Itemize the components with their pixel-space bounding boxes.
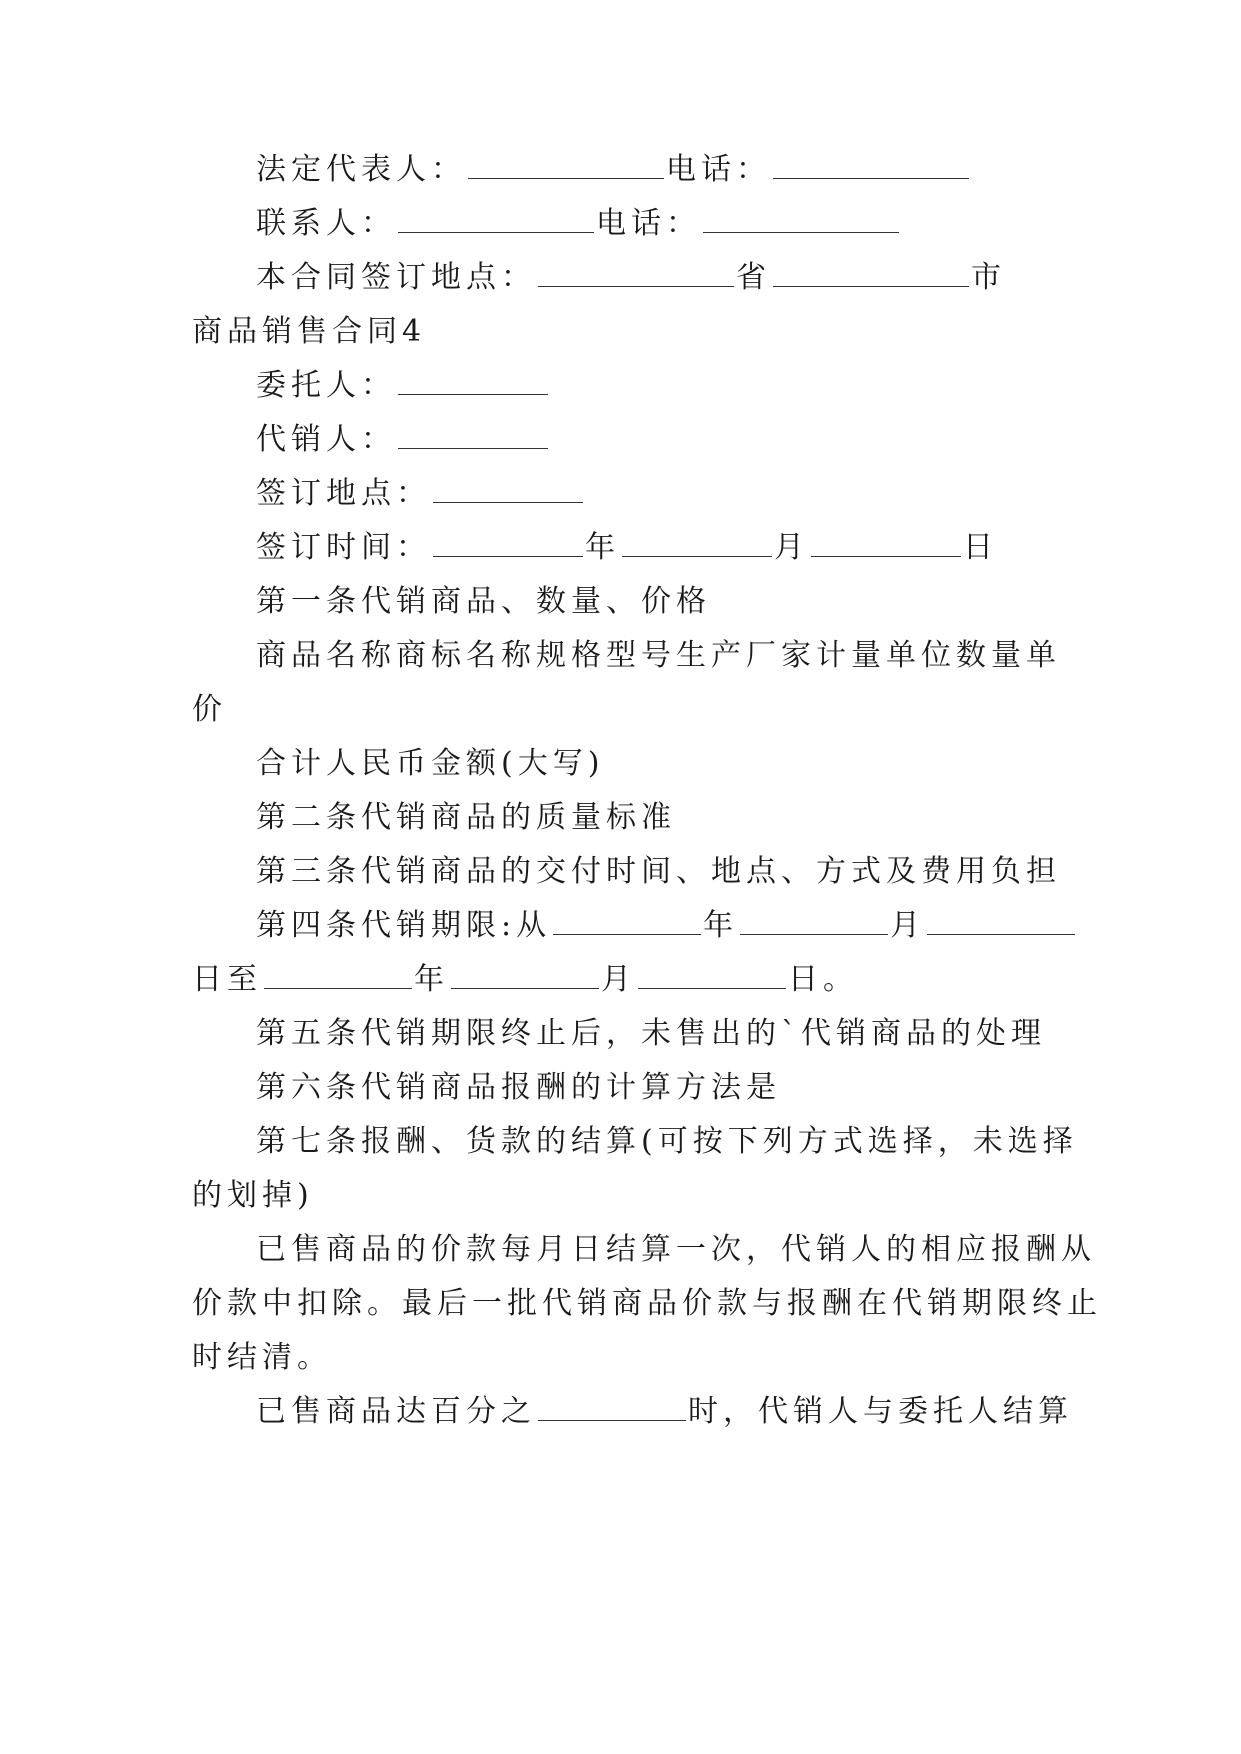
article-7-line-2: 的划掉)	[192, 1178, 314, 1213]
article-4-line-2: 日至 年 月 日。	[192, 962, 858, 997]
sign-month-blank[interactable]	[622, 530, 772, 557]
article-1: 第一条代销商品、数量、价格	[256, 584, 711, 619]
article-4-line-1: 第四条代销期限:从 年 月	[256, 906, 1052, 946]
period-start-year-blank[interactable]	[553, 908, 701, 935]
article-3: 第三条代销商品的交付时间、地点、方式及费用负担	[256, 854, 1061, 889]
period-end-month-blank[interactable]	[451, 962, 599, 989]
settlement-para-line-2: 价款中扣除。最后一批代销商品价款与报酬在代销期限终止	[192, 1286, 1102, 1321]
sign-year-blank[interactable]	[433, 530, 583, 557]
entrust-line: 委托人：	[256, 366, 1052, 406]
legal-rep-phone-blank[interactable]	[773, 152, 969, 179]
period-end-day-blank[interactable]	[638, 962, 786, 989]
percent-settlement-line: 已售商品达百分之 时，代销人与委托人结算	[256, 1394, 1073, 1429]
sign-day-blank[interactable]	[811, 530, 961, 557]
contact-line: 联系人： 电话：	[256, 204, 1052, 244]
percent-blank[interactable]	[538, 1394, 686, 1421]
article-2: 第二条代销商品的质量标准	[256, 800, 676, 835]
entrust-blank[interactable]	[398, 368, 548, 395]
period-start-day-blank[interactable]	[927, 908, 1075, 935]
agent-line: 代销人：	[256, 420, 1052, 460]
province-blank[interactable]	[538, 260, 734, 287]
sign-place-line: 签订地点：	[256, 474, 1052, 514]
settlement-para-line-1: 已售商品的价款每月日结算一次，代销人的相应报酬从	[256, 1232, 1096, 1267]
article-7-line-1: 第七条报酬、货款的结算(可按下列方式选择，未选择	[256, 1124, 1078, 1159]
city-blank[interactable]	[773, 260, 969, 287]
table-header-line-1: 商品名称商标名称规格型号生产厂家计量单位数量单	[256, 638, 1061, 673]
legal-rep-line: 法定代表人： 电话：	[256, 150, 1052, 190]
article-6: 第六条代销商品报酬的计算方法是	[256, 1070, 781, 1105]
contact-phone-blank[interactable]	[703, 206, 899, 233]
period-end-year-blank[interactable]	[264, 962, 412, 989]
contact-blank[interactable]	[398, 206, 594, 233]
sign-place-blank[interactable]	[433, 476, 583, 503]
period-start-month-blank[interactable]	[740, 908, 888, 935]
agent-blank[interactable]	[398, 422, 548, 449]
section-heading: 商品销售合同4	[192, 314, 427, 349]
contract-place-line: 本合同签订地点： 省 市	[256, 260, 1006, 295]
article-5: 第五条代销期限终止后，未售出的`代销商品的处理	[256, 1016, 1046, 1051]
legal-rep-blank[interactable]	[468, 152, 664, 179]
total-amount-line: 合计人民币金额(大写)	[256, 746, 605, 781]
settlement-para-line-3: 时结清。	[192, 1340, 332, 1375]
sign-time-line: 签订时间： 年 月 日	[256, 530, 998, 565]
table-header-line-2: 价	[192, 692, 227, 727]
